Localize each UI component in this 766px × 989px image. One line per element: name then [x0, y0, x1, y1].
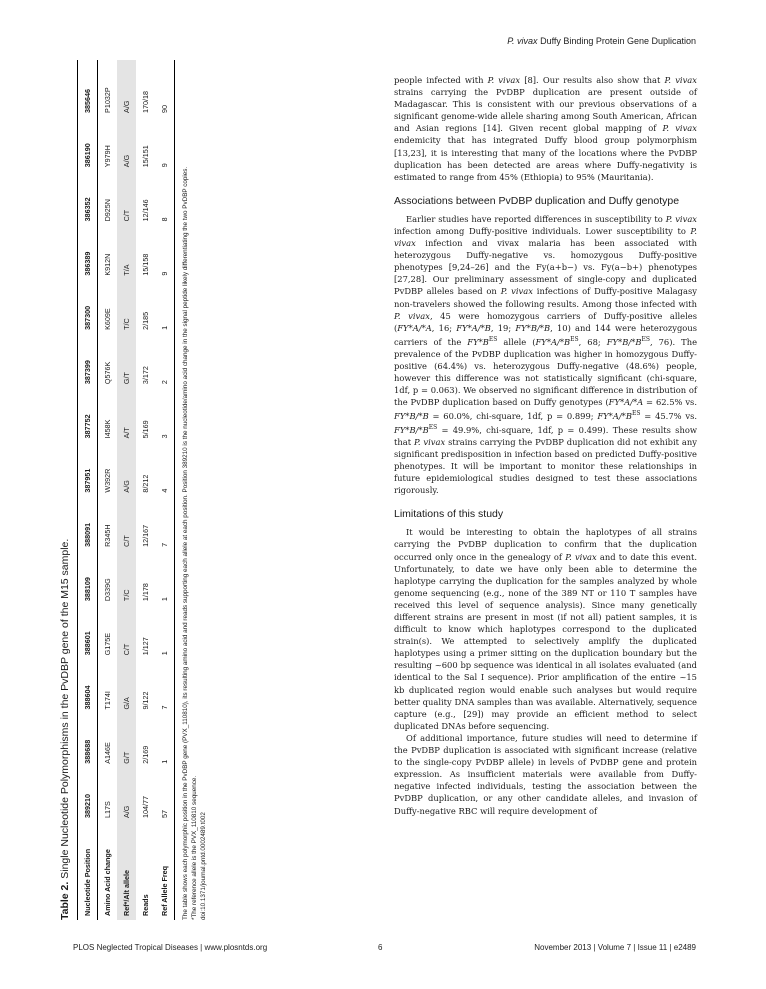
table-cell: 386190 [78, 117, 98, 171]
running-head-title: Duffy Binding Protein Gene Duplication [537, 36, 696, 46]
table-cell: A/G [117, 442, 136, 496]
table-cell: 1 [155, 605, 175, 659]
table-cell: G/T [117, 714, 136, 768]
table-cell: T/C [117, 280, 136, 334]
table-cell: 385646 [78, 60, 98, 117]
table-cell: 388604 [78, 659, 98, 713]
paragraph-2: Earlier studies have reported differences in susceptibility to P. vivax infection among Duffy-positive individuals. Lower susceptibility to P. vivax infection and vivax malaria has been associated with heterozygous Duffy-negative vs. homozygous Duffy-positive phenotypes [9,24–26] and the Fy(a+b−) vs. Fy(a−b+) phenotypes [27,28]. Our preliminary assessment of single-copy and duplicated PvDBP alleles based on P. vivax infections of Duffy-positive Malagasy non-travelers showed the following results. Among those infected with P. vivax, 45 were homozygous carriers of Duffy-positive alleles (FY*A/*A, 16; FY*A/*B, 19; FY*B/*B, 10) and 144 were heterozygous carriers of the $FY*B^{ES}$ allele ($FY*A/*B^{ES}$, 68; $FY*B/*B^{ES}$, 76). The prevalence of the PvDBP duplication was higher in homozygous Duffy-positive (64.4%) vs. heterozygous Duffy-negative (48.6%) people, however this difference was not statistically significant (chi-square, 1df, p = 0.063). We observed no significant difference in distribution of the PvDBP duplication based on Duffy genotypes (FY*A/*A = 62.5% vs. FY*B/*B = 60.0%, chi-square, 1df, p = 0.899; $FY*A/*B^{ES} = 45.7\%$ vs. $FY*B/*B^{ES} = 49.9\%$, chi-square, 1df, p = 0.499). These results show that P. vivax strains carrying the PvDBP duplication did not exhibit any significant predisposition in infection based on predicted Duffy-positive phenotypes. It will be important to monitor these relationships in future epidemiological studies designed to test these associations rigorously. [394, 213, 698, 496]
table-2-block [53, 60, 233, 920]
table-row [136, 60, 155, 920]
table-cell: 387951 [78, 442, 98, 496]
table-cell: K609E [103, 308, 112, 330]
table-footnote-2: *The reference allele is the PVX_110810 sequence. [191, 775, 198, 920]
table-cell: 387752 [78, 388, 98, 442]
table-cell: 388091 [78, 497, 98, 551]
row-label: Reads [141, 894, 150, 916]
table-cell: 1 [155, 280, 175, 334]
table-cell: 170/18 [141, 90, 150, 113]
table-cell: G/A [117, 659, 136, 713]
running-head-species: P. vivax [507, 36, 538, 46]
table-cell: 57 [155, 768, 175, 822]
table-cell: D925N [103, 199, 112, 222]
table-cell: R345H [103, 524, 112, 547]
table-cell: K912N [103, 253, 112, 276]
row-label: Ref*/Alt allele [117, 822, 136, 920]
table-cell: 1 [155, 551, 175, 605]
table-cell: 12/167 [141, 524, 150, 547]
table-title [59, 60, 71, 920]
text-column [394, 74, 697, 817]
table-cell: 386352 [78, 171, 98, 225]
table-cell: 388601 [78, 605, 98, 659]
table-cell: 9/122 [141, 691, 150, 710]
snp-table [77, 60, 175, 920]
table-cell: 389210 [78, 768, 98, 822]
table-cell: 388688 [78, 714, 98, 768]
table-cell: L17S [103, 801, 112, 818]
table-cell: 8/212 [141, 474, 150, 493]
table-row [155, 60, 175, 920]
table-cell: 387300 [78, 280, 98, 334]
footer-page-number: 6 [378, 943, 383, 952]
footer-journal: PLOS Neglected Tropical Diseases | www.plosntds.org [73, 943, 268, 952]
table-cell: A/G [117, 768, 136, 822]
table-cell: 7 [155, 497, 175, 551]
table-cell: 388109 [78, 551, 98, 605]
table-row [78, 60, 98, 920]
table-cell: 1/178 [141, 583, 150, 602]
table-cell: P1032P [103, 87, 112, 113]
table-cell: T/A [117, 225, 136, 279]
table-row [117, 60, 136, 920]
table-cell: Q576K [103, 361, 112, 385]
footer-issue: November 2013 | Volume 7 | Issue 11 | e2489 [534, 943, 696, 952]
table-cell: I458K [103, 419, 112, 439]
table-cell: Y979H [103, 145, 112, 168]
paragraph-4: Of additional importance, future studies will need to determine if the PvDBP duplication is associated with significant increase (relative to the single-copy PvDBP allele) in levels of PvDBP gene and protein expression. As insufficient materials were available from Duffy-negative infected individuals, testing the association between the PvDBP duplication, or any other candidate alleles, and invasion of Duffy-negative RBC will require development of [394, 732, 697, 816]
table-label: Table 2. [59, 881, 71, 920]
table-cell: 1/127 [141, 637, 150, 656]
table-cell: 104/77 [141, 796, 150, 818]
section-heading-limitations: Limitations of this study [394, 508, 504, 521]
table-cell: W392R [103, 468, 112, 493]
table-cell: G/T [117, 334, 136, 388]
section-heading-duffy: Associations between PvDBP duplication and Duffy genotype [394, 194, 680, 207]
table-cell: 15/151 [141, 145, 150, 168]
table-cell: 4 [155, 442, 175, 496]
row-label: Ref Allele Freq [155, 822, 175, 920]
table-cell: 2/169 [141, 745, 150, 764]
table-cell: 5/169 [141, 420, 150, 439]
table-cell: 90 [155, 60, 175, 117]
table-cell: 2 [155, 334, 175, 388]
table-cell: A/T [117, 388, 136, 442]
table-cell: T/C [117, 551, 136, 605]
table-cell: 7 [155, 659, 175, 713]
paragraph-1: people infected with P. vivax [8]. Our results also show that P. vivax strains carrying the PvDBP duplication are present outside of Madagascar. This is consistent with our previous observations of a significant genome-wide allele sharing among South American, African and Asian regions [14]. Given recent global mapping of P. vivax endemicity that has integrated Duffy blood group polymorphism [13,23], it is interesting that many of the locations where the PvDBP duplication has been detected are areas where Duffy-negativity is estimated to range from 45% (Ethiopia) to 95% (Mauritania). [394, 75, 697, 182]
table-cell: C/T [117, 497, 136, 551]
paragraph-3: It would be interesting to obtain the haplotypes of all strains carrying the PvDBP duplication to confirm that the duplication occurred only once in the genealogy of P. vivax and to date this event. Unfortunately, to date we have only been able to determine the haplotype carrying the duplication for the samples analyzed by whole genome sequencing (e.g., none of the 389 NT or 110 T samples have received this level of sequence analysis). Since many genetically different strains are present in most (if not all) patient samples, it is difficult to know which haplotypes correspond to the duplicated strain(s). We attempted to selectively amplify the duplicated haplotypes using a primer sitting on the duplication boundary but the resulting ~600 bp sequence was identical in all isolates evaluated (and identical to the Sal I sequence). Prior amplification of the entire ~15 kb duplicated region would enable such analyses but would require better quality DNA samples than was available. Alternatively, sequence capture (e.g., [29]) may provide an efficient method to select duplicated DNAs before sequencing. [394, 527, 697, 731]
table-cell: 3 [155, 388, 175, 442]
table-row [98, 60, 118, 920]
table-cell: G175E [103, 632, 112, 656]
table-cell: A/G [117, 117, 136, 171]
running-head [507, 36, 696, 46]
row-label: Nucleotide Position [78, 822, 98, 920]
table-cell: D339G [103, 578, 112, 602]
table-footnotes [181, 60, 208, 920]
table-cell: 3/172 [141, 366, 150, 385]
table-doi: doi:10.1371/journal.pntd.0002489.t002 [200, 812, 207, 920]
table-caption: Single Nucleotide Polymorphisms in the PvDBP gene of the M15 sample. [59, 538, 71, 879]
table-cell: 2/185 [141, 311, 150, 330]
table-cell: 8 [155, 171, 175, 225]
table-cell: A/G [117, 60, 136, 117]
table-cell: 386389 [78, 225, 98, 279]
table-cell: C/T [117, 605, 136, 659]
table-cell: C/T [117, 171, 136, 225]
table-cell: 1 [155, 714, 175, 768]
table-cell: 15/158 [141, 253, 150, 276]
table-cell: 9 [155, 117, 175, 171]
table-cell: 9 [155, 225, 175, 279]
table-cell: A146E [103, 742, 112, 764]
table-cell: T174I [103, 691, 112, 710]
table-footnote-1: The table shows each polymorphic position in the PvDBP gene (PVX_110810), its resulting amino acid and reads supporting each allele at each position. Position 389210 is the nucleotide/amino acid change in the signal peptide likely differentiating the two PvDBP copies. [182, 166, 189, 920]
row-label: Amino Acid change [103, 849, 112, 916]
table-cell: 12/146 [141, 199, 150, 222]
table-cell: 387399 [78, 334, 98, 388]
